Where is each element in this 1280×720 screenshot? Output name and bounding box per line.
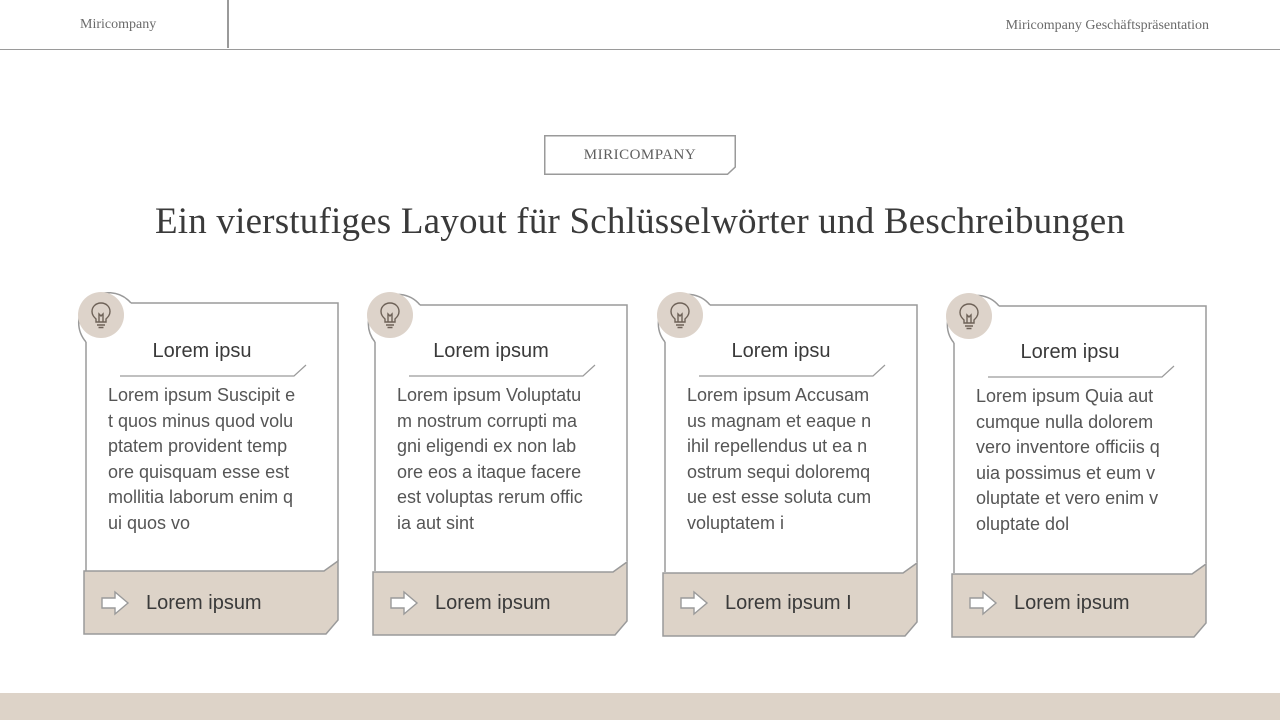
card-keyword: Lorem ipsum <box>433 340 549 362</box>
lightbulb-icon <box>946 293 992 339</box>
card-keyword: Lorem ipsu <box>1020 341 1120 363</box>
lightbulb-icon <box>78 292 124 338</box>
card-description: Lorem ipsum Suscipit et quos minus quod voluptatem provident tempore quisquam esse est mollitia laborum enim qui quos vo <box>108 385 296 533</box>
card-keyword: Lorem ipsu <box>731 340 831 362</box>
company-tag <box>544 135 736 175</box>
card-description: Lorem ipsum Accusamus magnam et eaque nihil repellendus ut ea nostrum sequi doloremque est esse soluta cum voluptatem i <box>687 385 872 533</box>
arrow-right-icon <box>100 590 130 616</box>
lightbulb-icon <box>657 292 703 338</box>
step-card-1 <box>72 282 342 642</box>
card-footer-label: Lorem ipsum <box>146 592 262 614</box>
header <box>0 0 1280 50</box>
card-keyword: Lorem ipsu <box>152 340 252 362</box>
arrow-right-icon <box>679 590 709 616</box>
company-tag-label: MIRICOMPANY <box>583 147 697 163</box>
card-footer-label: Lorem ipsum <box>435 592 551 614</box>
header-divider <box>227 0 229 48</box>
card-footer-label: Lorem ipsum I <box>725 592 852 614</box>
presentation-title: Miricompany Geschäftspräsentation <box>1005 18 1209 33</box>
card-description: Lorem ipsum Quia aut cumque nulla dolorem vero inventore officiis quia possimus et eum voluptate et vero enim voluptate dol <box>976 386 1160 534</box>
arrow-right-icon <box>968 590 998 616</box>
page-title: Ein vierstufiges Layout für Schlüsselwörter und Beschreibungen <box>154 201 1126 242</box>
card-footer-label: Lorem ipsum <box>1014 592 1130 614</box>
arrow-right-icon <box>389 590 419 616</box>
card-description: Lorem ipsum Voluptatum nostrum corrupti magni eligendi ex non labore eos a itaque facere est voluptas rerum officia aut sint <box>397 385 583 533</box>
lightbulb-icon <box>367 292 413 338</box>
brand-name: Miricompany <box>80 17 157 32</box>
footer-bar <box>0 693 1280 720</box>
step-card-4 <box>940 282 1210 642</box>
step-card-2 <box>361 282 631 642</box>
step-card-3 <box>651 282 921 642</box>
